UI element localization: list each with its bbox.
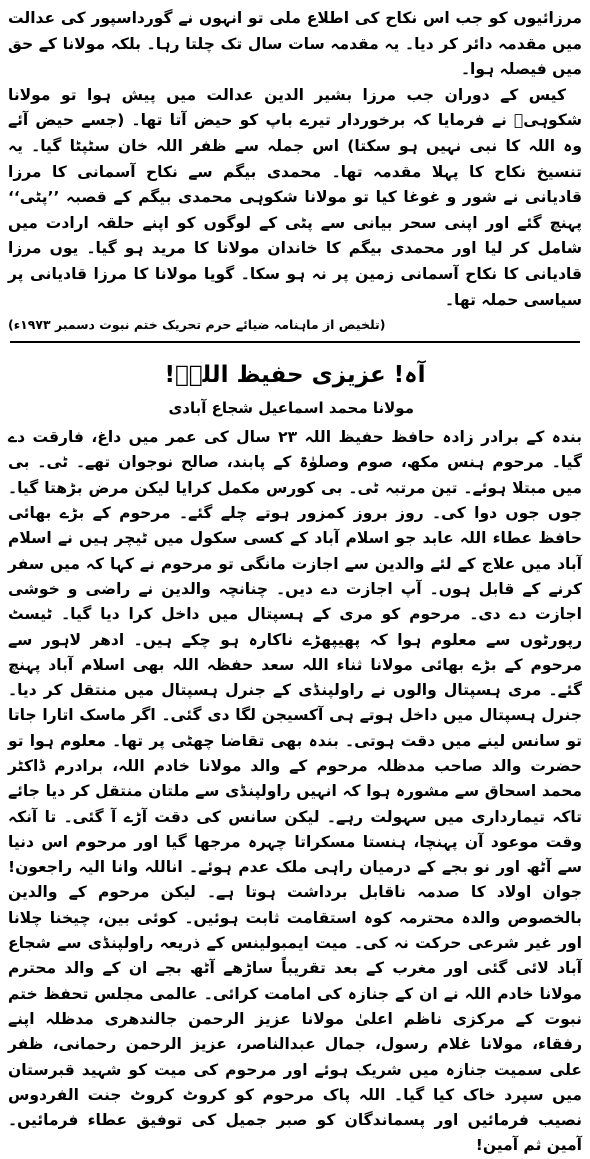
article-one-paragraph: مرزائیوں کو جب اس نکاح کی اطلاع ملی تو انہوں نے گورداسپور کی عدالت میں مقدمہ دائر کر دیا۔ یہ مقدمہ سات سال تک چلتا رہا۔ بلکہ مولانا کے حق میں فیصلہ ہوا۔ xyxy=(8,9,582,79)
article-one-paragraph: کیس کے دوران جب مرزا بشیر الدین عدالت میں پیش ہوا تو مولانا شکوہیؒ نے فرمایا کہ برخوردار تیرے باپ کو حیض آتا تھا۔ (جسے حیض آئے وہ اللہ کا نبی نہیں ہو سکتا) اس جملہ سے ظفر اللہ خان سٹپٹا گیا۔ یہ تنسیخ نکاح کا پہلا مقدمہ تھا۔ محمدی بیگم سے نکاح آسمانی کا مرزا قادیانی نے شور و غوغا کیا تو مولانا شکوہی محمدی بیگم کے قصبہ ’’پٹی‘‘ پہنچ گئے اور اپنی سحر بیانی سے پٹی کے لوگوں کو اپنے حلقہ ارادت میں شامل کر لیا اور محمدی بیگم کا خاندان مولانا کا مرید ہو گیا۔ یوں مرزا قادیانی کا نکاح آسمانی زمین پر نہ ہو سکا۔ گویا مولانا کا مرزا قادیانی پر سیاسی حملہ تھا۔ xyxy=(8,85,582,309)
article-two xyxy=(8,357,582,1159)
article-body: بندہ کے برادر زادہ حافظ حفیظ اللہ ۲۳ سال کی عمر میں داغ، فارقت دے گیا۔ مرحوم ہنس مکھ، صوم وصلوٰۃ کے پابند، صالح نوجوان تھے۔ ٹی۔ بی میں مبتلا ہوئے۔ تین مرتبہ ٹی۔ بی کورس مکمل کرایا لیکن مرض بڑھتا گیا۔ جوں جوں دوا کی۔ روز بروز کمزور ہوتے چلے گئے۔ مرحوم کے بڑے بھائی حافظ عطاء اللہ عابد جو اسلام آباد کے کسی سکول میں ٹیچر ہیں نے اسلام آباد میں علاج کے لئے والدین سے اجازت مانگی تو مرحوم نے کہا کہ میں سفر کرنے کے قابل ہوں۔ آپ اجازت دے دیں۔ چنانچہ والدین نے راضی و خوشی اجازت دے دی۔ مرحوم کو مری کے ہسپتال میں داخل کرا دیا گیا۔ ٹیسٹ رپورٹوں سے معلوم ہوا کہ پھیپھڑے ناکارہ ہو چکے ہیں۔ ادھر لاہور سے مرحوم کے بڑے بھائی مولانا ثناء اللہ سعد حفظہ اللہ بھی اسلام آباد پہنچ گئے۔ مری ہسپتال والوں نے راولپنڈی کے جنرل ہسپتال میں منتقل کر دیا۔ جنرل ہسپتال میں داخل ہوتے ہی آکسیجن لگا دی گئی۔ اگر ماسک اتارا جاتا تو سانس لینے میں دقت ہوتی۔ بندہ بھی تقاضا چھٹی پر تھا۔ معلوم ہوا تو حضرت والد صاحب مدظلہ مرحوم کے والد مولانا خادم اللہ، برادرم ڈاکٹر محمد اسحاق سے مشورہ ہوا کہ انہیں راولپنڈی سے ملتان منتقل کر دیا جائے تاکہ تیمارداری میں سہولت رہے۔ لیکن سانس کی دقت آڑے آ گئی۔ تا آنکہ وقت موعود آن پہنچا، ہنستا مسکراتا چہرہ مرجھا گیا اور مرحوم اس دنیا سے آٹھ اور نو بجے کے درمیان راہی ملک عدم ہوئے۔ اناللہ وانا الیہ راجعون! جوان اولاد کا صدمہ ناقابل برداشت ہوتا ہے۔ لیکن مرحوم کے والدین بالخصوص والدہ محترمہ کوہ استقامت ثابت ہوئیں۔ کوئی بین، چیخنا چلانا اور غیر شرعی حرکت نہ کی۔ میت ایمبولینس کے ذریعہ راولپنڈی سے شجاع آباد لائی گئی اور مغرب کے بعد تقریباً ساڑھے آٹھ بجے ان کے والد محترم مولانا خادم اللہ نے ان کے جنازہ کی امامت کرائی۔ عالمی مجلس تحفظ ختم نبوت کے مرکزی ناظم اعلیٰ مولانا عزیز الرحمن جالندھری مدظلہ اپنے رفقاء، مولانا غلام رسول، جمال عبدالناصر، عزیز الرحمن رحمانی، ظفر علی سمیت جنازہ میں شریک ہوئے اور مرحوم کی میت کو شہید قبرستان میں سپرد خاک کیا گیا۔ اللہ پاک مرحوم کو کروٹ کروٹ جنت الفردوس نصیب فرمائیں اور پسماندگان کو صبر جمیل کی توفیق عطاء فرمائیں۔ آمین ثم آمین! xyxy=(8,428,582,1155)
section-divider xyxy=(10,341,580,343)
article-title: آہ! عزیزی حفیظ اللہؒ! xyxy=(164,362,426,389)
article-one xyxy=(8,6,582,335)
source-citation: (تلخیص از ماہنامہ ضیائے حرم تحریک ختم نبوت دسمبر ۱۹۷۳ء) xyxy=(8,317,386,333)
author-name: مولانا محمد اسماعیل شجاع آبادی xyxy=(168,399,414,418)
